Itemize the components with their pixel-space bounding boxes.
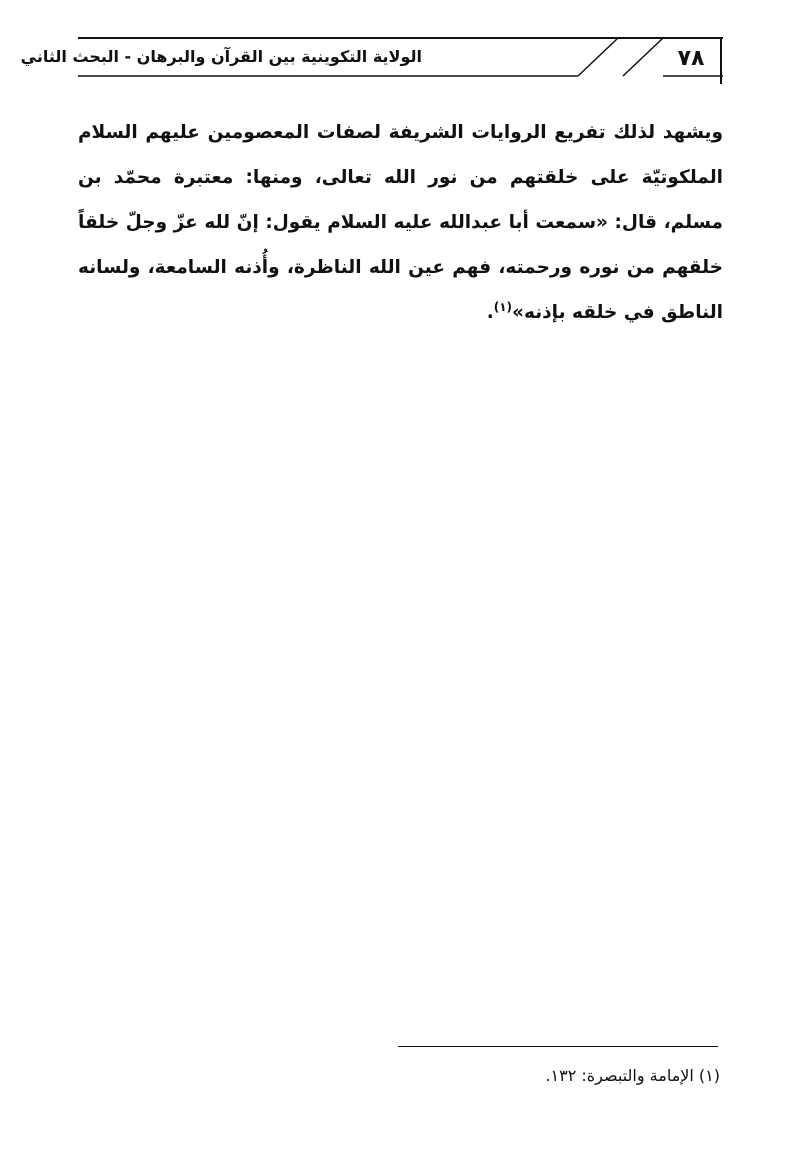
footnote-separator — [398, 1046, 718, 1047]
main-paragraph — [78, 110, 723, 335]
footnote-reference: (١) — [493, 299, 513, 314]
footnote-text: (١) الإمامة والتبصرة: ١٣٢. — [545, 1066, 720, 1085]
paragraph-ending: . — [486, 302, 494, 323]
page-header — [20, 36, 723, 86]
main-paragraph-block — [78, 110, 723, 335]
paragraph-text: ويشهد لذلك تفريع الروايات الشريفة لصفات المعصومين عليهم السلام الملكوتيّة على خلقتهم من نور الله تعالى، ومنها: معتبرة محمّد بن مسلم، قال: «سمعت أبا عبدالله عليه السلام يقول: إنّ لله عزّ وجلّ خلقاً خلقهم من نوره ورحمته، فهم عين الله الناظرة، وأُذنه السامعة، ولسانه الناطق في خلقه بإذنه» — [78, 122, 723, 323]
page-number: ٧٨ — [677, 46, 705, 71]
running-title: الولاية التكوينية بين القرآن والبرهان - البحث الثاني — [20, 47, 422, 66]
